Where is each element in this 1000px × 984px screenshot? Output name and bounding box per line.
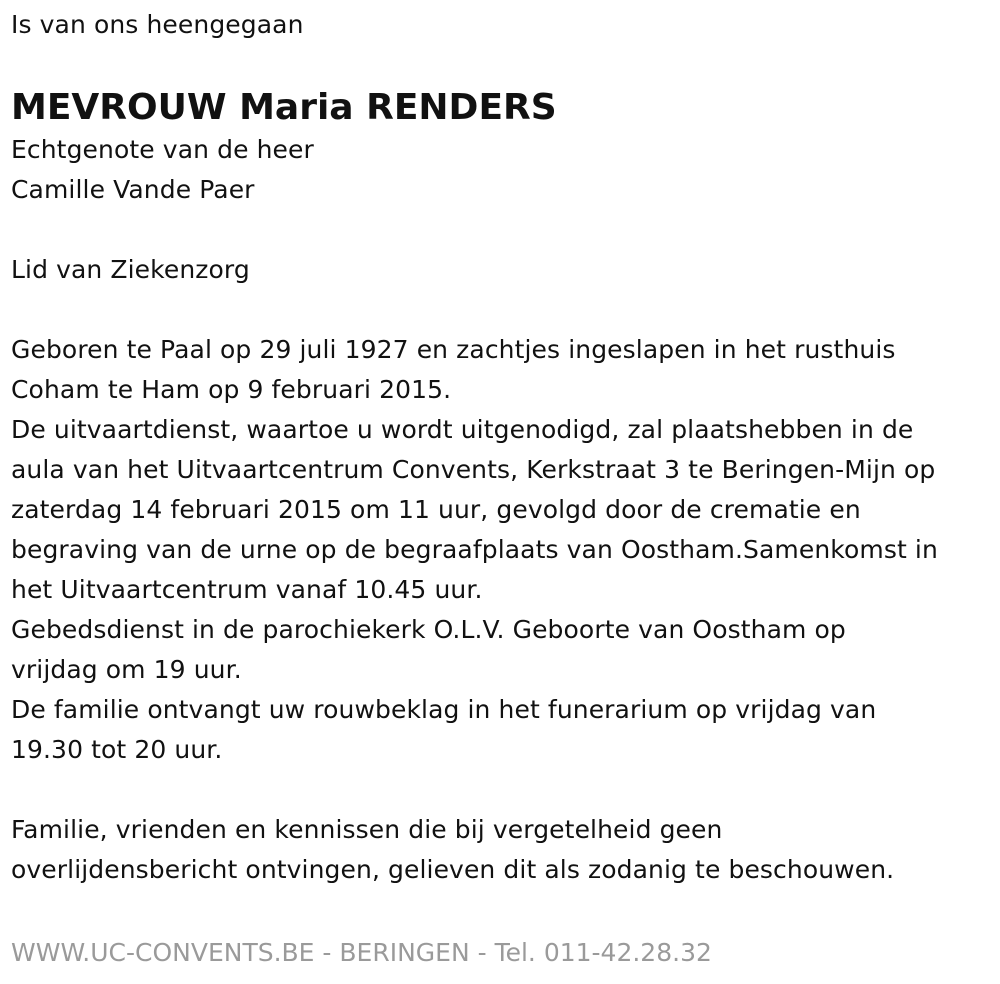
- footer-contact: WWW.UC-CONVENTS.BE - BERINGEN - Tel. 011-42.28.32: [11, 938, 712, 967]
- membership-text: Lid van Ziekenzorg: [11, 255, 250, 284]
- body-text: [11, 330, 996, 770]
- body-line: 19.30 tot 20 uur.: [11, 735, 223, 764]
- body-line: zaterdag 14 februari 2015 om 11 uur, gevolgd door de crematie en: [11, 495, 861, 524]
- body-line: het Uitvaartcentrum vanaf 10.45 uur.: [11, 575, 483, 604]
- intro-text: Is van ons heengegaan: [11, 10, 304, 39]
- spouse-section: [11, 130, 996, 210]
- spacer: [11, 290, 996, 330]
- deceased-name: MEVROUW Maria RENDERS: [11, 87, 557, 128]
- body-line: Coham te Ham op 9 februari 2015.: [11, 375, 452, 404]
- body-line: aula van het Uitvaartcentrum Convents, Kerkstraat 3 te Beringen-Mijn op: [11, 455, 936, 484]
- spacer: [11, 210, 996, 250]
- closing-line: Familie, vrienden en kennissen die bij vergetelheid geen: [11, 815, 723, 844]
- spacer: [11, 770, 996, 810]
- closing-line: overlijdensbericht ontvingen, gelieven dit als zodanig te beschouwen.: [11, 855, 895, 884]
- spouse-line: Echtgenote van de heer: [11, 135, 314, 164]
- body-line: vrijdag om 19 uur.: [11, 655, 242, 684]
- body-line: Gebedsdienst in de parochiekerk O.L.V. Geboorte van Oostham op: [11, 615, 846, 644]
- body-line: De familie ontvangt uw rouwbeklag in het funerarium op vrijdag van: [11, 695, 877, 724]
- body-line: Geboren te Paal op 29 juli 1927 en zachtjes ingeslapen in het rusthuis: [11, 335, 896, 364]
- body-line: De uitvaartdienst, waartoe u wordt uitgenodigd, zal plaatshebben in de: [11, 415, 914, 444]
- closing-text: [11, 810, 996, 890]
- body-line: begraving van de urne op de begraafplaats van Oostham.Samenkomst in: [11, 535, 938, 564]
- spouse-line: Camille Vande Paer: [11, 175, 255, 204]
- obituary-notice: [11, 0, 996, 890]
